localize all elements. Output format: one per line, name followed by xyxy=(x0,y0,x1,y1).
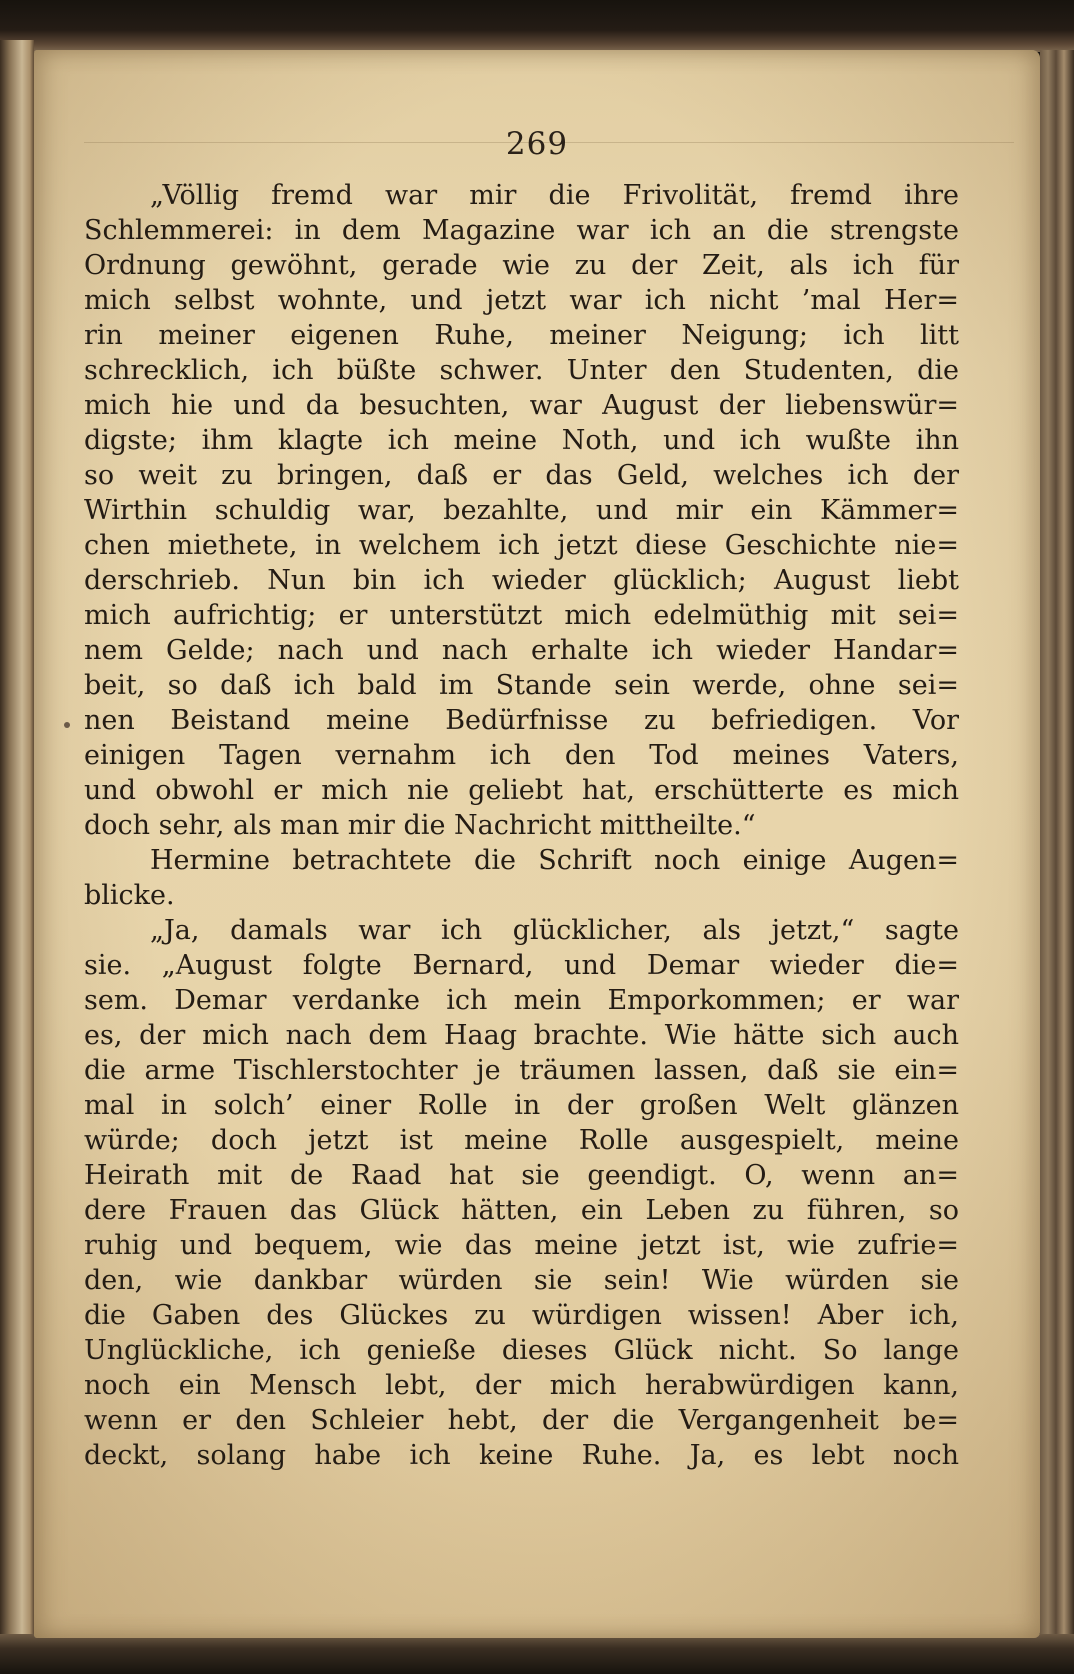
text-line: beit, so daß ich bald im Stande sein werde, ohne sei= xyxy=(84,670,959,701)
text-line: die Gaben des Glückes zu würdigen wissen! Aber ich, xyxy=(84,1300,959,1331)
text-line: sie. „August folgte Bernard, und Demar wieder die= xyxy=(84,950,959,981)
text-line: einigen Tagen vernahm ich den Tod meines Vaters, xyxy=(84,740,959,771)
text-line: und obwohl er mich nie geliebt hat, erschütterte es mich xyxy=(84,775,959,806)
text-line: schrecklich, ich büßte schwer. Unter den Studenten, die xyxy=(84,355,959,386)
page-edges-right xyxy=(1040,50,1074,1640)
text-line: den, wie dankbar würden sie sein! Wie würden sie xyxy=(84,1265,959,1296)
text-line: Schlemmerei: in dem Magazine war ich an die strengste xyxy=(84,215,959,246)
text-line: so weit zu bringen, daß er das Geld, welches ich der xyxy=(84,460,959,491)
text-line: Heirath mit de Raad hat sie geendigt. O, wenn an= xyxy=(84,1160,959,1191)
text-line: Wirthin schuldig war, bezahlte, und mir ein Kämmer= xyxy=(84,495,959,526)
text-line: mich selbst wohnte, und jetzt war ich nicht ’mal Her= xyxy=(84,285,959,316)
text-line: blicke. xyxy=(84,880,175,911)
body-text xyxy=(84,178,959,1473)
text-line: noch ein Mensch lebt, der mich herabwürdigen kann, xyxy=(84,1370,959,1401)
text-line: die arme Tischlerstochter je träumen lassen, daß sie ein= xyxy=(84,1055,959,1086)
text-line: dere Frauen das Glück hätten, ein Leben zu führen, so xyxy=(84,1195,959,1226)
text-line: deckt, solang habe ich keine Ruhe. Ja, es lebt noch xyxy=(84,1440,959,1471)
text-line: „Völlig fremd war mir die Frivolität, fremd ihre xyxy=(150,180,959,211)
text-line: es, der mich nach dem Haag brachte. Wie hätte sich auch xyxy=(84,1020,959,1051)
text-line: Ordnung gewöhnt, gerade wie zu der Zeit, als ich für xyxy=(84,250,959,281)
text-line: mich hie und da besuchten, war August der liebenswür= xyxy=(84,390,959,421)
text-line: Hermine betrachtete die Schrift noch einige Augen= xyxy=(150,845,959,876)
text-line: würde; doch jetzt ist meine Rolle ausgespielt, meine xyxy=(84,1125,959,1156)
text-line: „Ja, damals war ich glücklicher, als jetzt,“ sagte xyxy=(150,915,959,946)
text-line: sem. Demar verdanke ich mein Emporkommen; er war xyxy=(84,985,959,1016)
text-line: chen miethete, in welchem ich jetzt diese Geschichte nie= xyxy=(84,530,959,561)
page-number: 269 xyxy=(505,126,569,162)
text-line: rin meiner eigenen Ruhe, meiner Neigung; ich litt xyxy=(84,320,959,351)
text-line: wenn er den Schleier hebt, der die Vergangenheit be= xyxy=(84,1405,959,1436)
text-line: nen Beistand meine Bedürfnisse zu befriedigen. Vor xyxy=(84,705,959,736)
text-line: nem Gelde; nach und nach erhalte ich wieder Handar= xyxy=(84,635,959,666)
book-cover-top xyxy=(0,0,1074,52)
book-cover-bottom xyxy=(0,1634,1074,1674)
page-edge-left xyxy=(0,40,34,1640)
text-line: ruhig und bequem, wie das meine jetzt ist, wie zufrie= xyxy=(84,1230,959,1261)
book-page xyxy=(34,50,1040,1638)
text-line: doch sehr, als man mir die Nachricht mittheilte.“ xyxy=(84,810,756,841)
text-line: mich aufrichtig; er unterstützt mich edelmüthig mit sei= xyxy=(84,600,959,631)
ink-speck xyxy=(64,722,70,728)
text-line: Unglückliche, ich genieße dieses Glück nicht. So lange xyxy=(84,1335,959,1366)
text-line: mal in solch’ einer Rolle in der großen Welt glänzen xyxy=(84,1090,959,1121)
text-line: derschrieb. Nun bin ich wieder glücklich; August liebt xyxy=(84,565,959,596)
text-line: digste; ihm klagte ich meine Noth, und ich wußte ihn xyxy=(84,425,959,456)
